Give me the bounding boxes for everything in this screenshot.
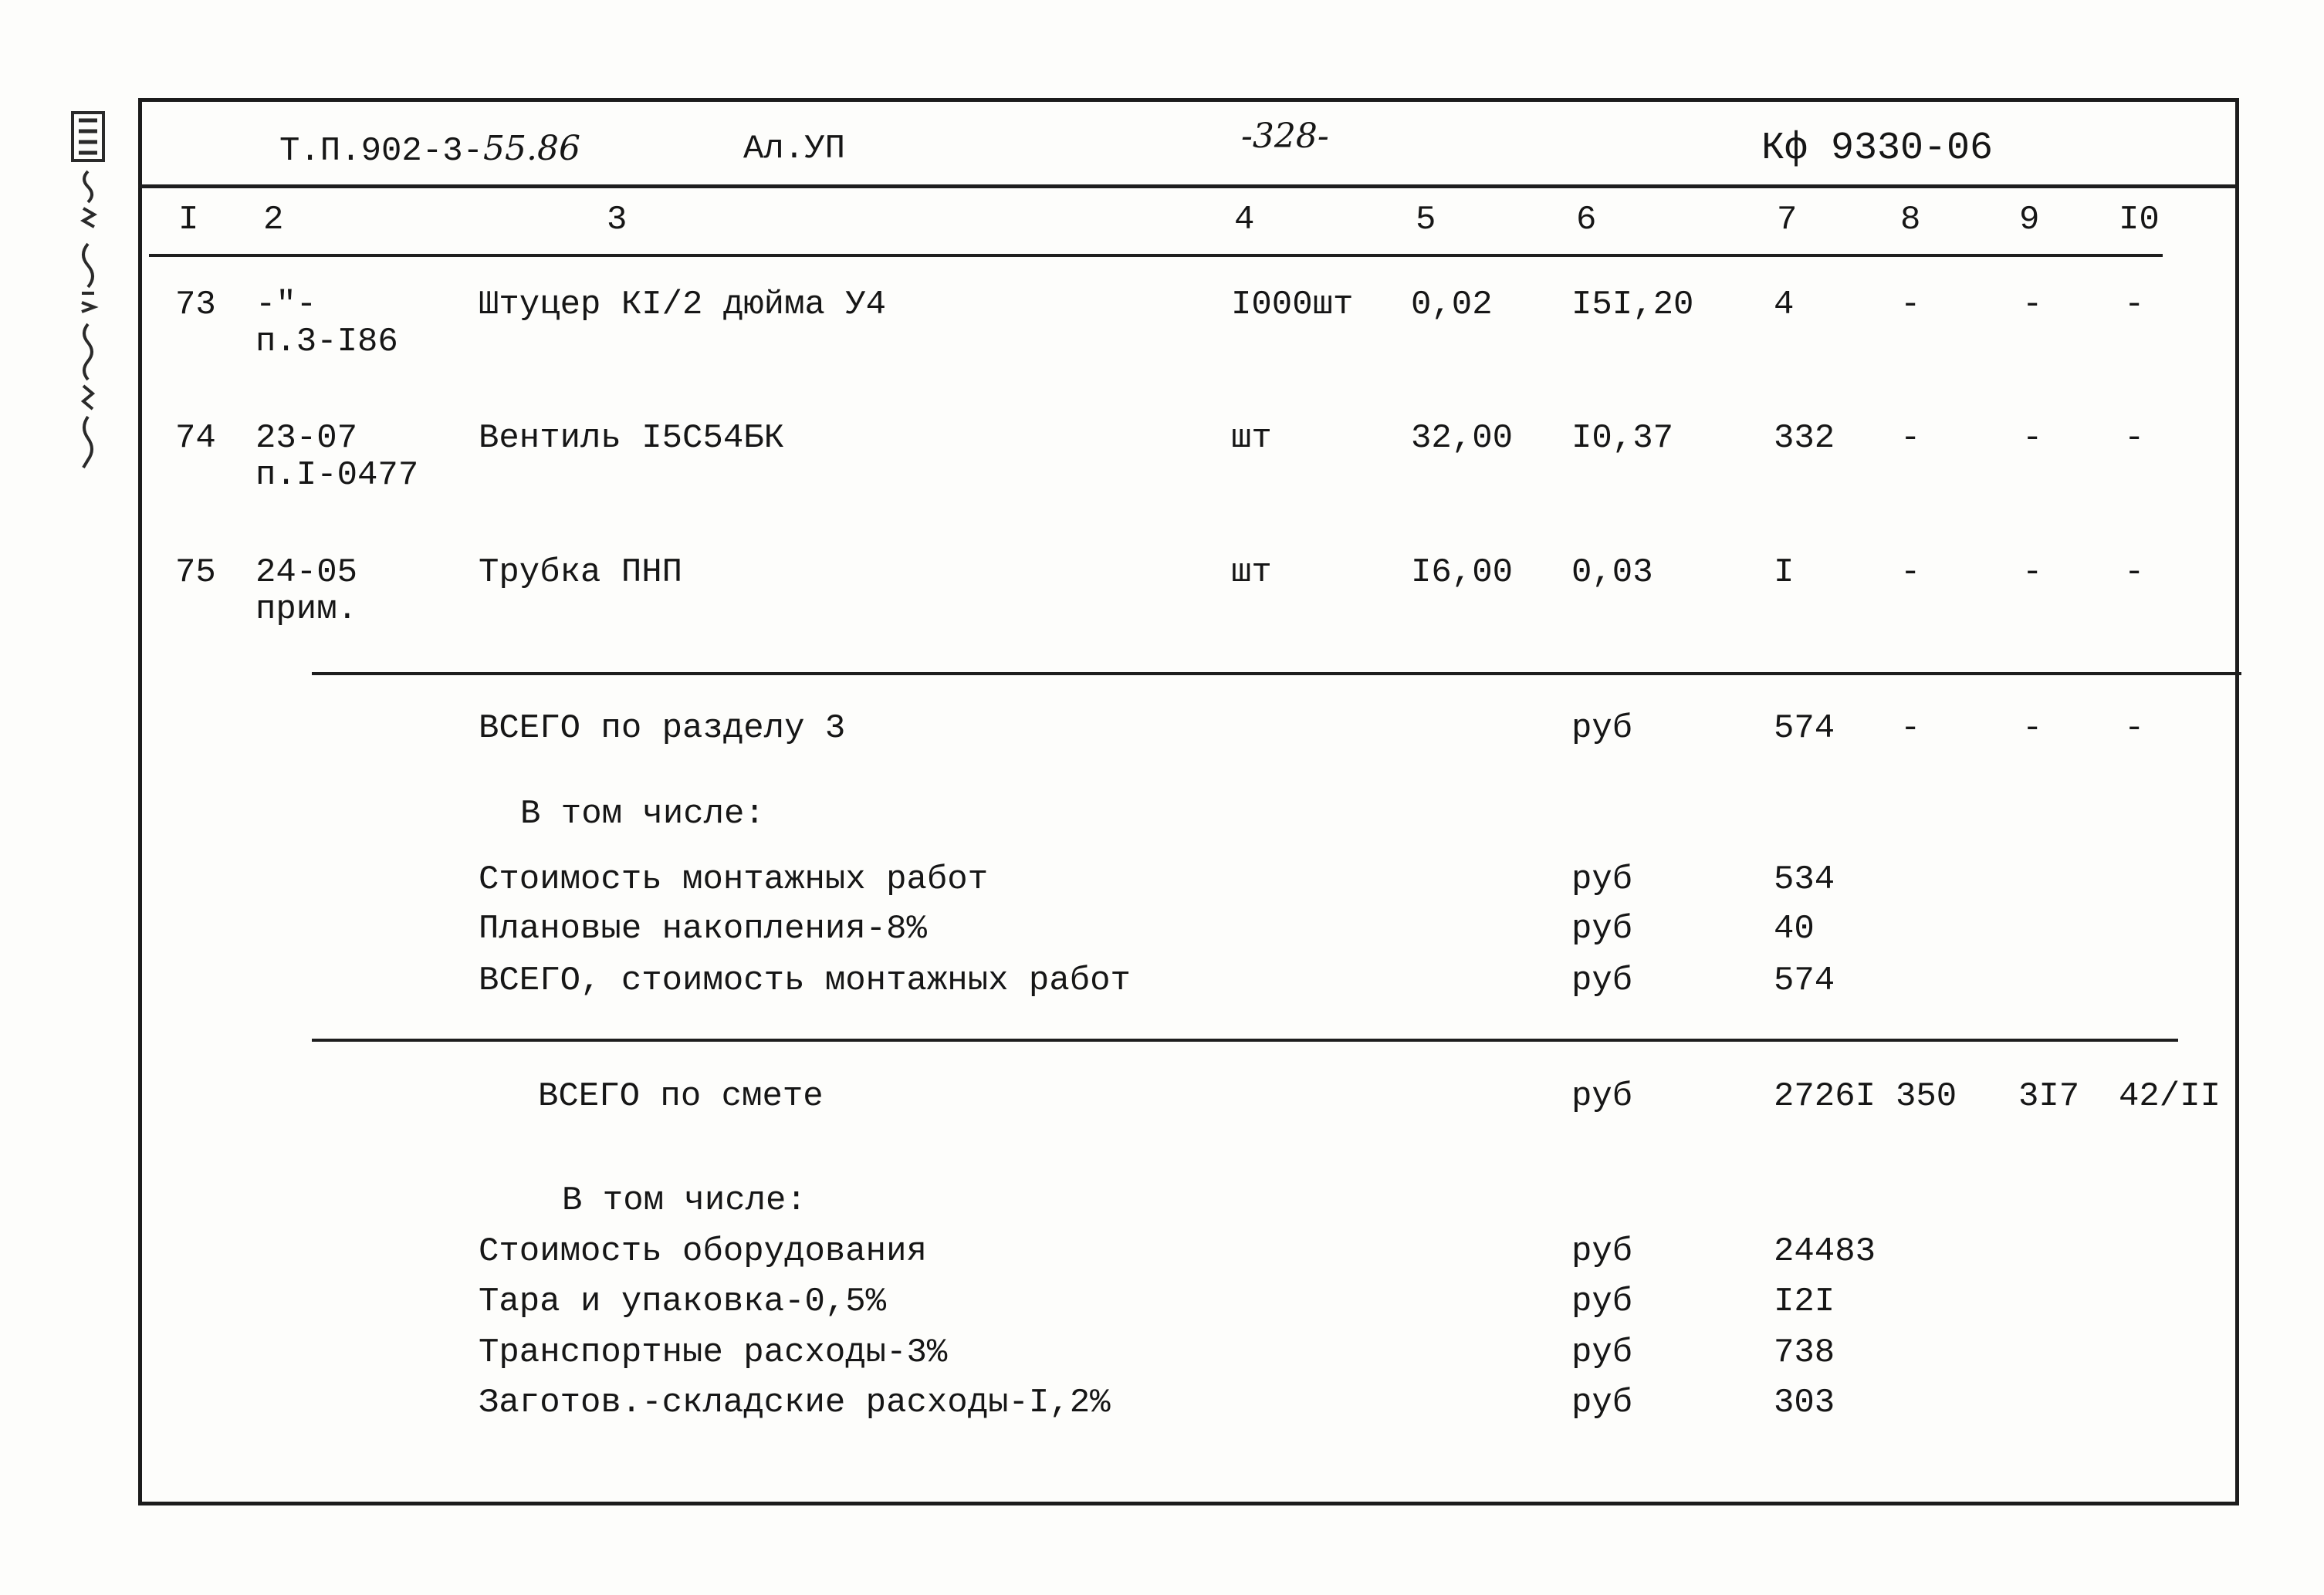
row-price: I0,37 [1571,419,1674,458]
item-value: 574 [1774,961,1835,1000]
item-label: ВСЕГО, стоимость монтажных работ [479,961,1131,1000]
breakdown-heading: В том числе: [520,795,765,833]
item-label: Стоимость оборудования [479,1232,927,1271]
grand-total-col7: 2726I [1774,1077,1876,1116]
section-total-col8: - [1900,709,1921,748]
row-reference: 23-07 [255,419,358,458]
row-number: 75 [175,553,216,592]
album-label: Ал.УП [743,130,846,168]
column-numbers [0,201,2324,278]
row-col10: - [2124,286,2145,324]
item-value: 303 [1774,1384,1835,1422]
section-total-col9: - [2022,709,2043,748]
row-col9: - [2022,419,2043,458]
row-number: 73 [175,286,216,324]
row-unit: шт [1231,553,1272,592]
column-number: 5 [1416,201,1436,239]
section-total-label: ВСЕГО по разделу 3 [479,709,846,748]
row-price: I5I,20 [1571,286,1694,324]
row-number: 74 [175,419,216,458]
reference-code: Кф 9330-06 [1761,127,1994,171]
column-number: 4 [1234,201,1255,239]
grand-total-label: ВСЕГО по смете [538,1077,824,1116]
table-row [0,286,2324,363]
item-value: I2I [1774,1282,1835,1321]
column-number: 3 [607,201,628,239]
row-reference-line2: п.I-0477 [255,456,419,495]
column-number: I0 [2119,201,2160,239]
row-col8: - [1900,419,1921,458]
row-col10: - [2124,553,2145,592]
row-col8: - [1900,553,1921,592]
item-label: Заготов.-складские расходы-I,2% [479,1384,1111,1422]
row-reference-line2: прим. [255,590,358,629]
item-unit: руб [1571,910,1633,948]
row-name: Трубка ПНП [479,553,683,592]
column-number: I [178,201,199,239]
item-unit: руб [1571,860,1633,899]
item-unit: руб [1571,1282,1633,1321]
grand-total-row [0,1077,2324,1154]
row-reference: 24-05 [255,553,358,592]
row-unit: I000шт [1231,286,1354,324]
column-divider [149,254,2163,257]
grand-total-unit: руб [1571,1077,1633,1116]
row-col9: - [2022,553,2043,592]
item-unit: руб [1571,961,1633,1000]
row-unit: шт [1231,419,1272,458]
section-divider [312,672,2241,675]
table-row [0,553,2324,630]
list-item [0,1384,2324,1461]
row-quantity: I6,00 [1411,553,1514,592]
grand-total-col9: 3I7 [2018,1077,2080,1116]
item-label: Тара и упаковка-0,5% [479,1282,887,1321]
section-total-row [0,709,2324,786]
row-price: 0,03 [1571,553,1653,592]
row-reference: -"- [255,286,317,324]
section-total-value: 574 [1774,709,1835,748]
column-number: 8 [1900,201,1921,239]
item-value: 534 [1774,860,1835,899]
row-quantity: 32,00 [1411,419,1514,458]
grand-total-divider [312,1039,2178,1042]
header-divider [138,184,2239,188]
item-unit: руб [1571,1384,1633,1422]
row-total: 4 [1774,286,1795,324]
item-unit: руб [1571,1232,1633,1271]
column-number: 2 [263,201,284,239]
breakdown-heading: В том числе: [562,1181,807,1220]
row-total: I [1774,553,1795,592]
section-total-col10: - [2124,709,2145,748]
item-value: 40 [1774,910,1815,948]
table-row [0,419,2324,496]
column-number: 7 [1777,201,1798,239]
item-value: 24483 [1774,1232,1876,1271]
document-code-printed: Т.П.902-3- [279,132,484,171]
list-item [0,961,2324,1039]
item-label: Транспортные расходы-3% [479,1333,948,1372]
section-total-unit: руб [1571,709,1633,748]
page-number: -328- [1241,117,1329,156]
grand-total-col10: 42/II [2119,1077,2221,1116]
row-quantity: 0,02 [1411,286,1493,324]
row-name: Вентиль I5С54БК [479,419,785,458]
row-reference-line2: п.3-I86 [255,323,398,361]
column-number: 6 [1576,201,1597,239]
item-label: Плановые накопления-8% [479,910,927,948]
grand-total-col8: 350 [1896,1077,1957,1116]
row-col10: - [2124,419,2145,458]
row-name: Штуцер КI/2 дюйма У4 [479,286,887,324]
item-label: Стоимость монтажных работ [479,860,989,899]
document-code [279,130,580,171]
item-unit: руб [1571,1333,1633,1372]
document-code-handwritten: 55.86 [483,129,581,168]
column-number: 9 [2019,201,2040,239]
item-value: 738 [1774,1333,1835,1372]
row-col8: - [1900,286,1921,324]
row-col9: - [2022,286,2043,324]
row-total: 332 [1774,419,1835,458]
